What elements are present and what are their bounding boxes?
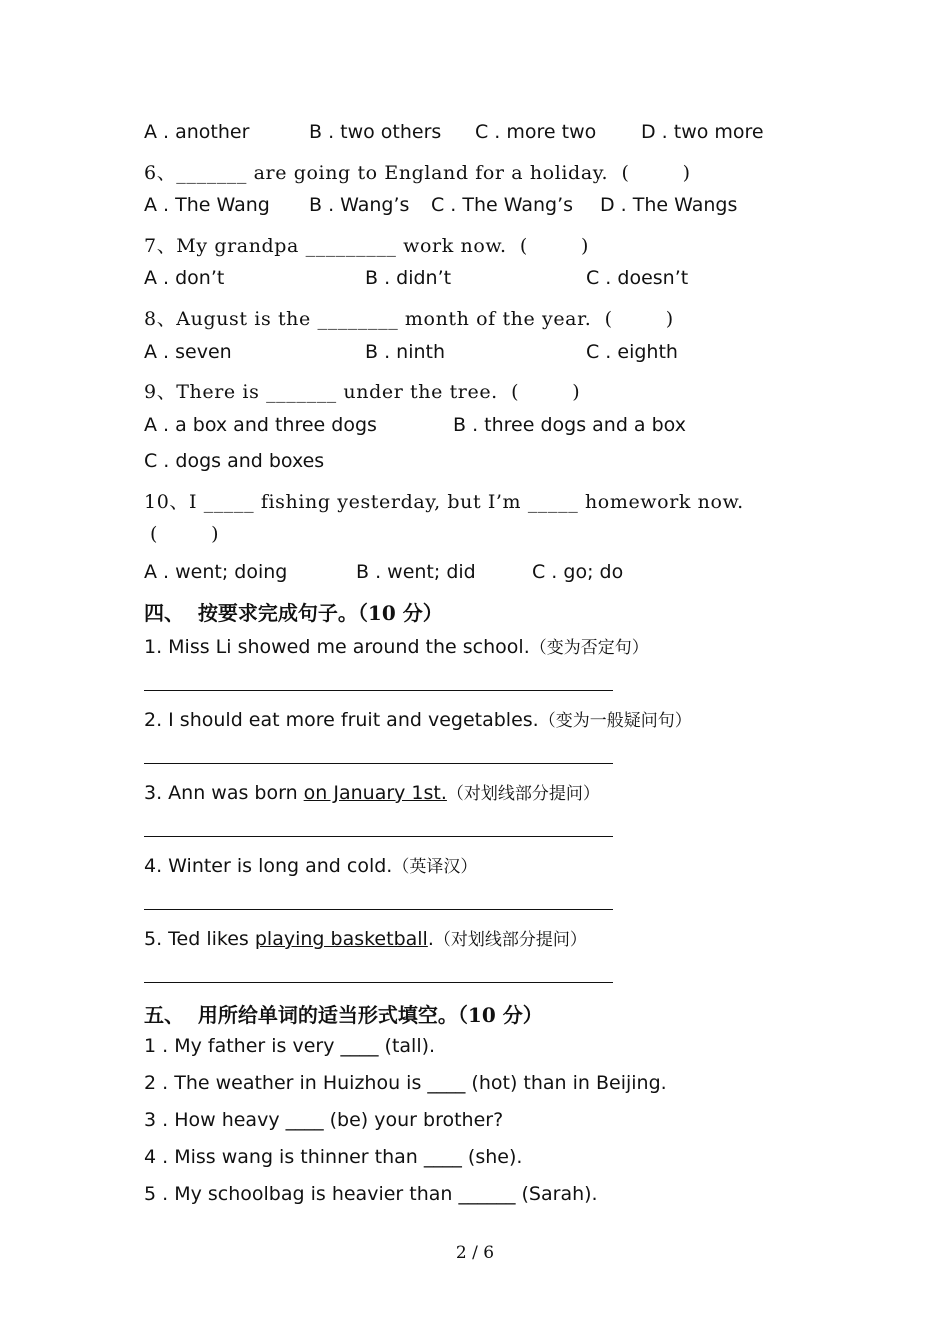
fill-item-5: 5 . My schoolbag is heavier than ______ (Sarah). xyxy=(144,1183,598,1205)
item-text: 3. Ann was born xyxy=(144,782,304,804)
option-b: B . didn’t xyxy=(365,267,452,289)
option-c: C . doesn’t xyxy=(586,267,689,289)
section-5-heading: 五、 用所给单词的适当形式填空。（10 分） xyxy=(144,1003,543,1027)
option-a: A . went; doing xyxy=(144,561,288,583)
fill-item-3: 3 . How heavy ____ (be) your brother? xyxy=(144,1109,504,1131)
rewrite-item-3 xyxy=(144,779,600,804)
answer-line xyxy=(144,763,613,764)
question-6-stem: 6、_______ are going to England for a holiday. ( ) xyxy=(144,162,691,184)
instruction-note: （变为否定句） xyxy=(529,638,649,658)
rewrite-item-1 xyxy=(144,633,649,658)
option-c: C . The Wang’s xyxy=(431,194,574,216)
option-c: C . eighth xyxy=(586,341,678,363)
fill-item-1: 1 . My father is very ____ (tall). xyxy=(144,1035,436,1057)
option-a: A . a box and three dogs xyxy=(144,414,377,436)
rewrite-item-4 xyxy=(144,852,477,877)
item-text: 5. Ted likes xyxy=(144,928,255,950)
fill-item-2: 2 . The weather in Huizhou is ____ (hot) than in Beijing. xyxy=(144,1072,667,1094)
option-d: D . two more xyxy=(641,121,764,143)
option-b: B . two others xyxy=(309,121,442,143)
option-a: A . The Wang xyxy=(144,194,270,216)
question-9-stem: 9、There is _______ under the tree. ( ) xyxy=(144,381,581,403)
rewrite-item-5 xyxy=(144,925,587,950)
answer-paren: ( ) xyxy=(150,523,220,545)
page-number: 2 / 6 xyxy=(455,1243,495,1263)
question-10-stem: 10、I _____ fishing yesterday, but I’m _____ homework now. xyxy=(144,491,744,513)
item-text: 4. Winter is long and cold. xyxy=(144,855,393,877)
instruction-note: （英译汉） xyxy=(392,857,478,877)
underlined-text: on January 1st. xyxy=(303,782,447,804)
option-c: C . dogs and boxes xyxy=(144,450,325,472)
item-text: 1. Miss Li showed me around the school. xyxy=(144,636,530,658)
option-a: A . don’t xyxy=(144,267,225,289)
answer-line xyxy=(144,909,613,910)
item-text: 2. I should eat more fruit and vegetables. xyxy=(144,709,539,731)
answer-line xyxy=(144,836,613,837)
section-4-heading: 四、 按要求完成句子。（10 分） xyxy=(144,601,443,625)
instruction-note: （变为一般疑问句） xyxy=(538,711,692,731)
fill-item-4: 4 . Miss wang is thinner than ____ (she). xyxy=(144,1146,523,1168)
rewrite-item-2 xyxy=(144,706,692,731)
option-d: D . The Wangs xyxy=(600,194,738,216)
instruction-note: （对划线部分提问） xyxy=(433,930,587,950)
option-b: B . three dogs and a box xyxy=(453,414,686,436)
question-7-stem: 7、My grandpa _________ work now. ( ) xyxy=(144,235,590,257)
option-a: A . seven xyxy=(144,341,232,363)
question-8-stem: 8、August is the ________ month of the year. ( ) xyxy=(144,308,674,330)
option-b: B . went; did xyxy=(356,561,476,583)
item-text-end: . xyxy=(427,928,434,950)
option-a: A . another xyxy=(144,121,250,143)
option-c: C . go; do xyxy=(532,561,624,583)
instruction-note: （对划线部分提问） xyxy=(446,784,600,804)
underlined-text: playing basketball xyxy=(254,928,428,950)
answer-line xyxy=(144,982,613,983)
option-b: B . Wang’s xyxy=(309,194,410,216)
option-b: B . ninth xyxy=(365,341,446,363)
option-c: C . more two xyxy=(475,121,597,143)
answer-line xyxy=(144,690,613,691)
